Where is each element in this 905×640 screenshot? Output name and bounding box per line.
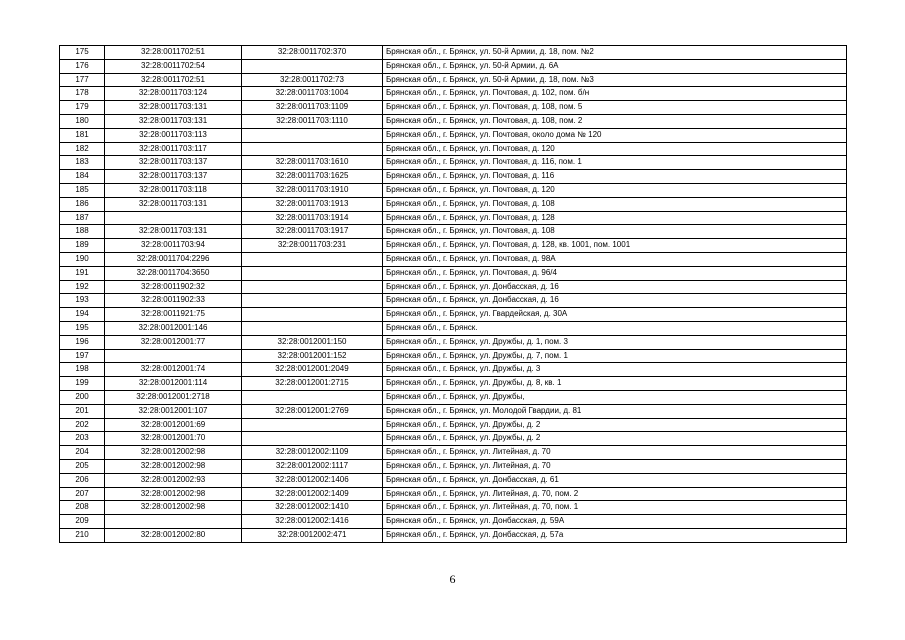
address-cell: Брянская обл., г. Брянск, ул. Донбасская, д. 16 xyxy=(383,294,847,308)
land-parcel-cadastral-cell: 32:28:0012002:93 xyxy=(105,473,242,487)
address-cell: Брянская обл., г. Брянск. xyxy=(383,321,847,335)
row-number-cell: 200 xyxy=(60,390,105,404)
address-cell: Брянская обл., г. Брянск, ул. Почтовая, д. 128 xyxy=(383,211,847,225)
land-parcel-cadastral-cell: 32:28:0011703:137 xyxy=(105,156,242,170)
object-cadastral-cell: 32:28:0011702:370 xyxy=(242,46,383,60)
land-parcel-cadastral-cell: 32:28:0012001:74 xyxy=(105,363,242,377)
object-cadastral-cell: 32:28:0012002:1117 xyxy=(242,459,383,473)
land-parcel-cadastral-cell: 32:28:0011702:51 xyxy=(105,73,242,87)
object-cadastral-cell xyxy=(242,321,383,335)
row-number-cell: 182 xyxy=(60,142,105,156)
address-cell: Брянская обл., г. Брянск, ул. Донбасская, д. 59А xyxy=(383,515,847,529)
table-row xyxy=(60,390,847,404)
table-row xyxy=(60,349,847,363)
table-row xyxy=(60,183,847,197)
address-cell: Брянская обл., г. Брянск, ул. Почтовая, д. 128, кв. 1001, пом. 1001 xyxy=(383,239,847,253)
row-number-cell: 207 xyxy=(60,487,105,501)
object-cadastral-cell xyxy=(242,59,383,73)
table-row xyxy=(60,59,847,73)
table-row xyxy=(60,308,847,322)
row-number-cell: 192 xyxy=(60,280,105,294)
object-cadastral-cell xyxy=(242,432,383,446)
address-cell: Брянская обл., г. Брянск, ул. Донбасская, д. 57а xyxy=(383,528,847,542)
table-row xyxy=(60,487,847,501)
table-row xyxy=(60,142,847,156)
land-parcel-cadastral-cell: 32:28:0011703:131 xyxy=(105,197,242,211)
address-cell: Брянская обл., г. Брянск, ул. Литейная, д. 70, пом. 1 xyxy=(383,501,847,515)
object-cadastral-cell: 32:28:0012001:2769 xyxy=(242,404,383,418)
object-cadastral-cell: 32:28:0012002:1406 xyxy=(242,473,383,487)
table-row xyxy=(60,294,847,308)
table-row xyxy=(60,459,847,473)
table-row xyxy=(60,197,847,211)
table-row xyxy=(60,321,847,335)
address-cell: Брянская обл., г. Брянск, ул. Почтовая, д. 116, пом. 1 xyxy=(383,156,847,170)
table-row xyxy=(60,114,847,128)
address-cell: Брянская обл., г. Брянск, ул. Почтовая, д. 108 xyxy=(383,225,847,239)
object-cadastral-cell xyxy=(242,128,383,142)
object-cadastral-cell: 32:28:0011703:231 xyxy=(242,239,383,253)
object-cadastral-cell: 32:28:0012001:2715 xyxy=(242,377,383,391)
address-cell: Брянская обл., г. Брянск, ул. Дружбы, д. 8, кв. 1 xyxy=(383,377,847,391)
object-cadastral-cell: 32:28:0011703:1610 xyxy=(242,156,383,170)
row-number-cell: 179 xyxy=(60,101,105,115)
table-row xyxy=(60,501,847,515)
land-parcel-cadastral-cell: 32:28:0011703:131 xyxy=(105,225,242,239)
row-number-cell: 189 xyxy=(60,239,105,253)
object-cadastral-cell: 32:28:0012002:1109 xyxy=(242,446,383,460)
land-parcel-cadastral-cell: 32:28:0011703:131 xyxy=(105,101,242,115)
address-cell: Брянская обл., г. Брянск, ул. Почтовая, д. 108 xyxy=(383,197,847,211)
object-cadastral-cell: 32:28:0011702:73 xyxy=(242,73,383,87)
table-row xyxy=(60,46,847,60)
land-parcel-cadastral-cell: 32:28:0012001:77 xyxy=(105,335,242,349)
row-number-cell: 176 xyxy=(60,59,105,73)
object-cadastral-cell xyxy=(242,142,383,156)
object-cadastral-cell: 32:28:0011703:1914 xyxy=(242,211,383,225)
row-number-cell: 208 xyxy=(60,501,105,515)
land-parcel-cadastral-cell: 32:28:0012001:146 xyxy=(105,321,242,335)
row-number-cell: 198 xyxy=(60,363,105,377)
table-row xyxy=(60,418,847,432)
page-number: 6 xyxy=(449,572,456,586)
row-number-cell: 210 xyxy=(60,528,105,542)
land-parcel-cadastral-cell: 32:28:0011703:137 xyxy=(105,170,242,184)
object-cadastral-cell: 32:28:0011703:1917 xyxy=(242,225,383,239)
registry-table xyxy=(59,45,847,543)
address-cell: Брянская обл., г. Брянск, ул. Дружбы, д. 3 xyxy=(383,363,847,377)
land-parcel-cadastral-cell: 32:28:0011902:33 xyxy=(105,294,242,308)
land-parcel-cadastral-cell: 32:28:0012001:70 xyxy=(105,432,242,446)
land-parcel-cadastral-cell xyxy=(105,349,242,363)
row-number-cell: 206 xyxy=(60,473,105,487)
address-cell: Брянская обл., г. Брянск, ул. Почтовая, около дома № 120 xyxy=(383,128,847,142)
address-cell: Брянская обл., г. Брянск, ул. Дружбы, д. 7, пом. 1 xyxy=(383,349,847,363)
land-parcel-cadastral-cell: 32:28:0011921:75 xyxy=(105,308,242,322)
object-cadastral-cell xyxy=(242,266,383,280)
land-parcel-cadastral-cell: 32:28:0012002:98 xyxy=(105,459,242,473)
address-cell: Брянская обл., г. Брянск, ул. Почтовая, д. 108, пом. 2 xyxy=(383,114,847,128)
row-number-cell: 178 xyxy=(60,87,105,101)
table-row xyxy=(60,156,847,170)
object-cadastral-cell xyxy=(242,390,383,404)
table-row xyxy=(60,377,847,391)
object-cadastral-cell: 32:28:0011703:1625 xyxy=(242,170,383,184)
land-parcel-cadastral-cell: 32:28:0011703:118 xyxy=(105,183,242,197)
row-number-cell: 177 xyxy=(60,73,105,87)
land-parcel-cadastral-cell xyxy=(105,211,242,225)
table-row xyxy=(60,404,847,418)
object-cadastral-cell: 32:28:0011703:1110 xyxy=(242,114,383,128)
object-cadastral-cell: 32:28:0012002:471 xyxy=(242,528,383,542)
address-cell: Брянская обл., г. Брянск, ул. Гвардейская, д. 30А xyxy=(383,308,847,322)
row-number-cell: 181 xyxy=(60,128,105,142)
object-cadastral-cell: 32:28:0012001:152 xyxy=(242,349,383,363)
land-parcel-cadastral-cell: 32:28:0012002:98 xyxy=(105,446,242,460)
row-number-cell: 199 xyxy=(60,377,105,391)
address-cell: Брянская обл., г. Брянск, ул. Литейная, д. 70 xyxy=(383,446,847,460)
address-cell: Брянская обл., г. Брянск, ул. Литейная, д. 70, пом. 2 xyxy=(383,487,847,501)
table-row xyxy=(60,528,847,542)
object-cadastral-cell xyxy=(242,252,383,266)
row-number-cell: 185 xyxy=(60,183,105,197)
table-row xyxy=(60,211,847,225)
address-cell: Брянская обл., г. Брянск, ул. Почтовая, д. 96/4 xyxy=(383,266,847,280)
table-row xyxy=(60,239,847,253)
address-cell: Брянская обл., г. Брянск, ул. Дружбы, д. 2 xyxy=(383,432,847,446)
row-number-cell: 202 xyxy=(60,418,105,432)
table-row xyxy=(60,432,847,446)
land-parcel-cadastral-cell: 32:28:0012002:98 xyxy=(105,501,242,515)
registry-body xyxy=(60,46,847,543)
address-cell: Брянская обл., г. Брянск, ул. 50-й Армии, д. 18, пом. №2 xyxy=(383,46,847,60)
table-row xyxy=(60,101,847,115)
land-parcel-cadastral-cell: 32:28:0012001:2718 xyxy=(105,390,242,404)
row-number-cell: 193 xyxy=(60,294,105,308)
row-number-cell: 209 xyxy=(60,515,105,529)
land-parcel-cadastral-cell: 32:28:0011703:124 xyxy=(105,87,242,101)
land-parcel-cadastral-cell: 32:28:0011703:113 xyxy=(105,128,242,142)
object-cadastral-cell: 32:28:0011703:1004 xyxy=(242,87,383,101)
address-cell: Брянская обл., г. Брянск, ул. Донбасская, д. 61 xyxy=(383,473,847,487)
land-parcel-cadastral-cell xyxy=(105,515,242,529)
land-parcel-cadastral-cell: 32:28:0011702:54 xyxy=(105,59,242,73)
row-number-cell: 180 xyxy=(60,114,105,128)
land-parcel-cadastral-cell: 32:28:0012002:98 xyxy=(105,487,242,501)
row-number-cell: 183 xyxy=(60,156,105,170)
table-row xyxy=(60,446,847,460)
object-cadastral-cell: 32:28:0012002:1409 xyxy=(242,487,383,501)
address-cell: Брянская обл., г. Брянск, ул. Почтовая, д. 116 xyxy=(383,170,847,184)
row-number-cell: 196 xyxy=(60,335,105,349)
table-row xyxy=(60,335,847,349)
row-number-cell: 186 xyxy=(60,197,105,211)
table-row xyxy=(60,170,847,184)
table-row xyxy=(60,473,847,487)
address-cell: Брянская обл., г. Брянск, ул. Дружбы, xyxy=(383,390,847,404)
row-number-cell: 201 xyxy=(60,404,105,418)
address-cell: Брянская обл., г. Брянск, ул. Дружбы, д. 1, пом. 3 xyxy=(383,335,847,349)
row-number-cell: 203 xyxy=(60,432,105,446)
row-number-cell: 188 xyxy=(60,225,105,239)
row-number-cell: 187 xyxy=(60,211,105,225)
land-parcel-cadastral-cell: 32:28:0011703:131 xyxy=(105,114,242,128)
row-number-cell: 204 xyxy=(60,446,105,460)
land-parcel-cadastral-cell: 32:28:0012001:114 xyxy=(105,377,242,391)
table-row xyxy=(60,515,847,529)
row-number-cell: 191 xyxy=(60,266,105,280)
row-number-cell: 194 xyxy=(60,308,105,322)
address-cell: Брянская обл., г. Брянск, ул. Почтовая, д. 102, пом. б/н xyxy=(383,87,847,101)
object-cadastral-cell: 32:28:0011703:1910 xyxy=(242,183,383,197)
object-cadastral-cell: 32:28:0011703:1913 xyxy=(242,197,383,211)
address-cell: Брянская обл., г. Брянск, ул. Почтовая, д. 120 xyxy=(383,183,847,197)
address-cell: Брянская обл., г. Брянск, ул. 50-й Армии, д. 18, пом. №3 xyxy=(383,73,847,87)
object-cadastral-cell xyxy=(242,280,383,294)
address-cell: Брянская обл., г. Брянск, ул. Литейная, д. 70 xyxy=(383,459,847,473)
row-number-cell: 175 xyxy=(60,46,105,60)
object-cadastral-cell: 32:28:0012002:1410 xyxy=(242,501,383,515)
object-cadastral-cell: 32:28:0012002:1416 xyxy=(242,515,383,529)
table-row xyxy=(60,225,847,239)
object-cadastral-cell xyxy=(242,308,383,322)
table-row xyxy=(60,252,847,266)
land-parcel-cadastral-cell: 32:28:0011702:51 xyxy=(105,46,242,60)
table-row xyxy=(60,73,847,87)
land-parcel-cadastral-cell: 32:28:0012001:69 xyxy=(105,418,242,432)
row-number-cell: 184 xyxy=(60,170,105,184)
land-parcel-cadastral-cell: 32:28:0011704:3650 xyxy=(105,266,242,280)
object-cadastral-cell: 32:28:0012001:2049 xyxy=(242,363,383,377)
land-parcel-cadastral-cell: 32:28:0011703:117 xyxy=(105,142,242,156)
table-row xyxy=(60,266,847,280)
land-parcel-cadastral-cell: 32:28:0012001:107 xyxy=(105,404,242,418)
table-row xyxy=(60,128,847,142)
address-cell: Брянская обл., г. Брянск, ул. Дружбы, д. 2 xyxy=(383,418,847,432)
row-number-cell: 190 xyxy=(60,252,105,266)
land-parcel-cadastral-cell: 32:28:0012002:80 xyxy=(105,528,242,542)
table-row xyxy=(60,280,847,294)
land-parcel-cadastral-cell: 32:28:0011902:32 xyxy=(105,280,242,294)
address-cell: Брянская обл., г. Брянск, ул. Почтовая, д. 108, пом. 5 xyxy=(383,101,847,115)
row-number-cell: 197 xyxy=(60,349,105,363)
land-parcel-cadastral-cell: 32:28:0011704:2296 xyxy=(105,252,242,266)
object-cadastral-cell xyxy=(242,294,383,308)
table-row xyxy=(60,363,847,377)
address-cell: Брянская обл., г. Брянск, ул. Почтовая, д. 98А xyxy=(383,252,847,266)
land-parcel-cadastral-cell: 32:28:0011703:94 xyxy=(105,239,242,253)
address-cell: Брянская обл., г. Брянск, ул. Донбасская, д. 16 xyxy=(383,280,847,294)
object-cadastral-cell: 32:28:0011703:1109 xyxy=(242,101,383,115)
object-cadastral-cell: 32:28:0012001:150 xyxy=(242,335,383,349)
address-cell: Брянская обл., г. Брянск, ул. Молодой Гвардии, д. 81 xyxy=(383,404,847,418)
row-number-cell: 195 xyxy=(60,321,105,335)
row-number-cell: 205 xyxy=(60,459,105,473)
object-cadastral-cell xyxy=(242,418,383,432)
table-row xyxy=(60,87,847,101)
address-cell: Брянская обл., г. Брянск, ул. 50-й Армии, д. 6А xyxy=(383,59,847,73)
address-cell: Брянская обл., г. Брянск, ул. Почтовая, д. 120 xyxy=(383,142,847,156)
